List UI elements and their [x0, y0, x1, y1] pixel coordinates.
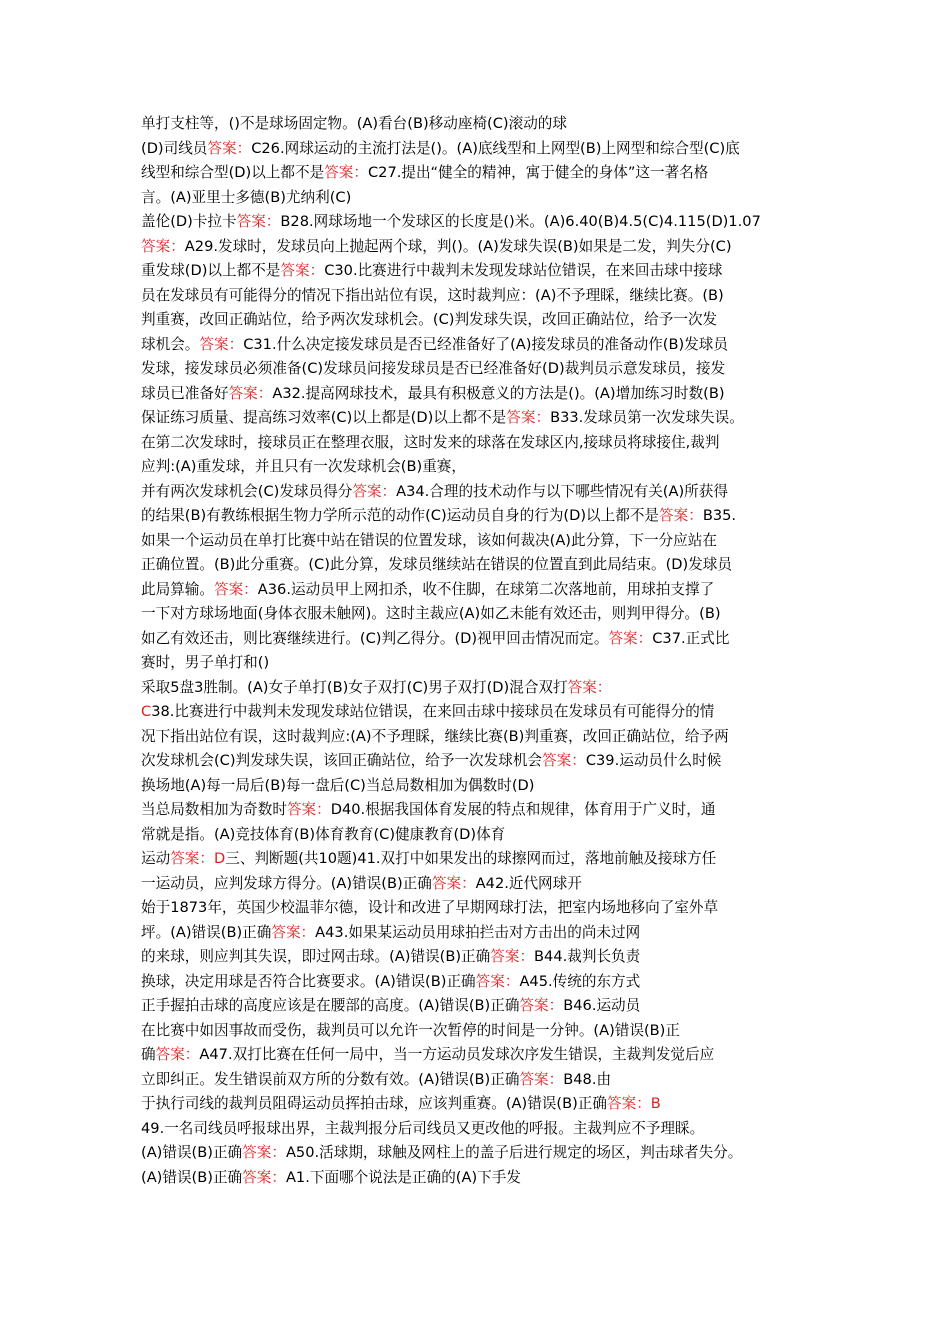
body-text: 坪。(A)错误(B)正确: [141, 923, 272, 941]
text-line: [141, 1092, 821, 1117]
text-line: [141, 504, 821, 529]
body-text: A32.提高网球技术，最具有积极意义的方法是()。(A)增加练习时数(B): [272, 384, 725, 402]
text-line: [141, 480, 821, 505]
body-text: 如乙有效还击，则比赛继续进行。(C)判乙得分。(D)视甲回击情况而定。: [141, 629, 609, 647]
body-text: B44.裁判长负责: [534, 948, 641, 965]
answer-label: 答案：: [242, 1144, 286, 1161]
body-text: 盖伦(D)卡拉卡: [141, 213, 237, 230]
body-text: (D)司线员: [141, 139, 208, 157]
body-text: 常就是指。(A)竞技体育(B)体育教育(C)健康教育(D)体育: [141, 825, 506, 843]
body-text: 49.一名司线员呼报球出界，主裁判报分后司线员又更改他的呼报。主裁判应不予理睬。: [141, 1119, 705, 1137]
body-text: 运动: [141, 850, 171, 867]
body-text: C31.什么决定接发球员是否已经准备好了(A)接发球员的准备动作(B)发球员: [243, 335, 728, 353]
body-text: 球员已准备好: [141, 384, 229, 402]
answer-label: 答案：: [608, 629, 653, 647]
body-text: 的结果(B)有教练根据生物力学所示范的动作(C)运动员自身的行为(D)以上都不是: [141, 507, 660, 524]
body-text: 线型和综合型(D)以上都不是: [141, 164, 325, 181]
text-line: [141, 749, 821, 774]
body-text: 的来球，则应判其失误，即过网击球。(A)错误(B)正确: [141, 948, 491, 965]
answer-label: 答案：: [286, 801, 331, 818]
text-line: [141, 725, 821, 750]
body-text: 发球，接发球员必须准备(C)发球员问接发球员是否已经准备好(D)裁判员示意发球员，接发: [141, 360, 726, 377]
body-text: B33.发球员第一次发球失误。: [550, 409, 744, 426]
body-text: 单打支柱等，()不是球场固定物。(A)看台(B)移动座椅(C)滚动的球: [141, 115, 567, 132]
body-text: 员在发球员有可能得分的情况下指出站位有误，这时裁判应：(A)不予理睬，继续比赛。(B): [141, 286, 724, 304]
body-text: A29.发球时，发球员向上抛起两个球，判()。(A)发球失误(B)如果是二发，判失分(C): [184, 237, 732, 255]
answer-label: 答案：: [324, 164, 368, 181]
answer-label: 答案：: [242, 1168, 286, 1186]
text-line: [141, 112, 821, 137]
text-line: [141, 186, 821, 211]
answer-label: 答案：: [141, 237, 185, 255]
answer-label: 答案：: [228, 384, 273, 402]
text-line: [141, 455, 821, 480]
text-line: [141, 970, 821, 995]
body-text: 球机会。: [141, 335, 200, 353]
answer-label: 答案：D: [170, 850, 226, 867]
text-line: [141, 1117, 821, 1142]
answer-label: 答案：B: [607, 1095, 661, 1112]
text-line: [141, 1019, 821, 1044]
body-text: 应判:(A)重发球，并且只有一次发球机会(B)重赛，: [141, 458, 466, 475]
text-line: [141, 602, 821, 627]
body-text: C26.网球运动的主流打法是()。(A)底线型和上网型(B)上网型和综合型(C)底: [251, 139, 740, 157]
body-text: 确: [141, 1046, 156, 1063]
body-text: A34.合理的技术动作与以下哪些情况有关(A)所获得: [396, 482, 728, 500]
text-line: [141, 676, 821, 701]
body-text: A1.下面哪个说法是正确的(A)下手发: [285, 1168, 521, 1186]
text-line: [141, 1166, 821, 1191]
body-text: (A)错误(B)正确: [141, 1144, 243, 1161]
text-line: [141, 382, 821, 407]
answer-label: 答案：: [567, 678, 612, 696]
body-text: (A)错误(B)正确: [141, 1168, 243, 1186]
body-text: 如果一个运动员在单打比赛中站在错误的位置发球，该如何裁决(A)此分算，下一分应站在: [141, 531, 717, 549]
text-line: [141, 553, 821, 578]
text-line: [141, 651, 821, 676]
text-line: [141, 333, 821, 358]
answer-label: 答案：: [431, 874, 476, 892]
text-line: [141, 823, 821, 848]
text-line: [141, 798, 821, 823]
body-text: 正确位置。(B)此分重赛。(C)此分算，发球员继续站在错误的位置直到此局结束。(D)发球员: [141, 556, 732, 573]
body-text: B46.运动员: [563, 997, 641, 1014]
body-text: B35.: [702, 507, 737, 524]
body-text: A43.如果某运动员用球拍拦击对方击出的尚未过网: [315, 923, 641, 941]
answer-label: 答案：: [506, 409, 551, 426]
text-line: [141, 896, 821, 921]
body-text: 在比赛中如因事故而受伤，裁判员可以允许一次暂停的时间是一分钟。(A)错误(B)正: [141, 1021, 680, 1039]
text-line: [141, 994, 821, 1019]
body-text: B48.由: [563, 1070, 612, 1088]
body-text: C27.提出“健全的精神，寓于健全的身体”这一著名格: [367, 164, 709, 181]
body-text: 采取5盘3胜制。(A)女子单打(B)女子双打(C)男子双打(D)混合双打: [141, 678, 568, 696]
body-text: 此局算输。: [141, 580, 214, 598]
text-line: [141, 700, 821, 725]
text-line: [141, 529, 821, 554]
body-text: 三、判断题(共10题)41.双打中如果发出的球擦网而过，落地前触及接球方任: [225, 850, 717, 867]
text-line: [141, 137, 821, 162]
answer-label: 答案：: [519, 1070, 564, 1088]
text-line: [141, 1068, 821, 1093]
answer-label: 答案：: [490, 948, 535, 965]
text-line: [141, 308, 821, 333]
text-line: [141, 774, 821, 799]
body-text: B28.网球场地一个发球区的长度是()米。(A)6.40(B)4.5(C)4.115(D)1.07: [280, 213, 761, 230]
answer-label: 答案：: [352, 482, 397, 500]
body-text: 于执行司线的裁判员阻碍运动员挥拍击球，应该判重赛。(A)错误(B)正确: [141, 1095, 607, 1112]
text-line: [141, 210, 821, 235]
answer-label: 答案：: [236, 213, 281, 230]
text-line: [141, 406, 821, 431]
text-line: [141, 872, 821, 897]
text-line: [141, 357, 821, 382]
answer-label: 答案：: [542, 752, 586, 769]
text-line: [141, 235, 821, 260]
answer-label: 答案：: [519, 997, 564, 1014]
body-text: A42.近代网球开: [475, 874, 582, 892]
body-text: 判重赛，改回正确站位，给予两次发球机会。(C)判发球失误，改回正确站位，给予一次发: [141, 311, 718, 328]
body-text: A45.传统的东方式: [519, 972, 641, 990]
answer-label: 答案：: [659, 507, 703, 524]
document-page: [141, 112, 821, 1190]
body-text: 次发球机会(C)判发球失误，该回正确站位，给予一次发球机会: [141, 752, 543, 769]
body-text: 一下对方球场地面(身体衣服未触网)。这时主裁应(A)如乙未能有效还击，则判甲得分。(B): [141, 605, 721, 622]
body-text: 立即纠正。发生错误前双方所的分数有效。(A)错误(B)正确: [141, 1070, 520, 1088]
body-text: 换球，决定用球是否符合比赛要求。(A)错误(B)正确: [141, 972, 476, 990]
body-text: 38.比赛进行中裁判未发现发球站位错误，在来回击球中接球员在发球员有可能得分的情: [151, 703, 715, 720]
body-text: 况下指出站位有误，这时裁判应:(A)不予理睬，继续比赛(B)判重赛，改回正确站位，给予两: [141, 727, 729, 745]
text-line: [141, 161, 821, 186]
text-line: [141, 284, 821, 309]
answer-label: 答案：: [199, 335, 244, 353]
answer-label: C: [141, 703, 152, 720]
text-line: [141, 1043, 821, 1068]
text-line: [141, 1141, 821, 1166]
answer-label: 答案：: [271, 923, 316, 941]
body-text: C39.运动员什么时候: [585, 752, 722, 769]
body-text: A50.活球期，球触及网柱上的盖子后进行规定的场区，判击球者失分。: [285, 1144, 743, 1161]
body-text: 并有两次发球机会(C)发球员得分: [141, 482, 353, 500]
body-text: 正手握拍击球的高度应该是在腰部的高度。(A)错误(B)正确: [141, 997, 520, 1014]
body-text: C30.比赛进行中裁判未发现发球站位错误，在来回击球中接球: [324, 262, 723, 279]
body-text: 换场地(A)每一局后(B)每一盘后(C)当总局数相加为偶数时(D): [141, 776, 535, 794]
body-text: 重发球(D)以上都不是: [141, 262, 281, 279]
body-text: 在第二次发球时，接球员正在整理衣服，这时发来的球落在发球区内,接球员将球接住,裁判: [141, 433, 720, 451]
text-line: [141, 945, 821, 970]
answer-label: 答案：: [155, 1046, 200, 1063]
body-text: 言。(A)亚里士多德(B)尤纳利(C): [141, 188, 352, 206]
text-line: [141, 578, 821, 603]
answer-label: 答案：: [207, 139, 252, 157]
body-text: 保证练习质量、提高练习效率(C)以上都是(D)以上都不是: [141, 409, 507, 426]
answer-label: 答案：: [475, 972, 520, 990]
answer-label: 答案：: [280, 262, 325, 279]
text-line: [141, 921, 821, 946]
text-line: [141, 431, 821, 456]
body-text: A47.双打比赛在任何一局中，当一方运动员发球次序发生错误，主裁判发觉后应: [199, 1046, 715, 1063]
body-text: A36.运动员甲上网扣杀，收不住脚，在球第二次落地前，用球拍支撑了: [257, 580, 715, 598]
body-text: 当总局数相加为奇数时: [141, 801, 287, 818]
body-text: 一运动员，应判发球方得分。(A)错误(B)正确: [141, 874, 432, 892]
text-line: [141, 627, 821, 652]
body-text: D40.根据我国体育发展的特点和规律，体育用于广义时，通: [330, 801, 716, 818]
answer-label: 答案：: [213, 580, 258, 598]
text-line: [141, 847, 821, 872]
body-text: 始于1873年，英国少校温菲尔德，设计和改进了早期网球打法，把室内场地移向了室外草: [141, 899, 719, 916]
body-text: C37.正式比: [652, 629, 730, 647]
text-line: [141, 259, 821, 284]
body-text: 赛时，男子单打和(): [141, 654, 270, 671]
